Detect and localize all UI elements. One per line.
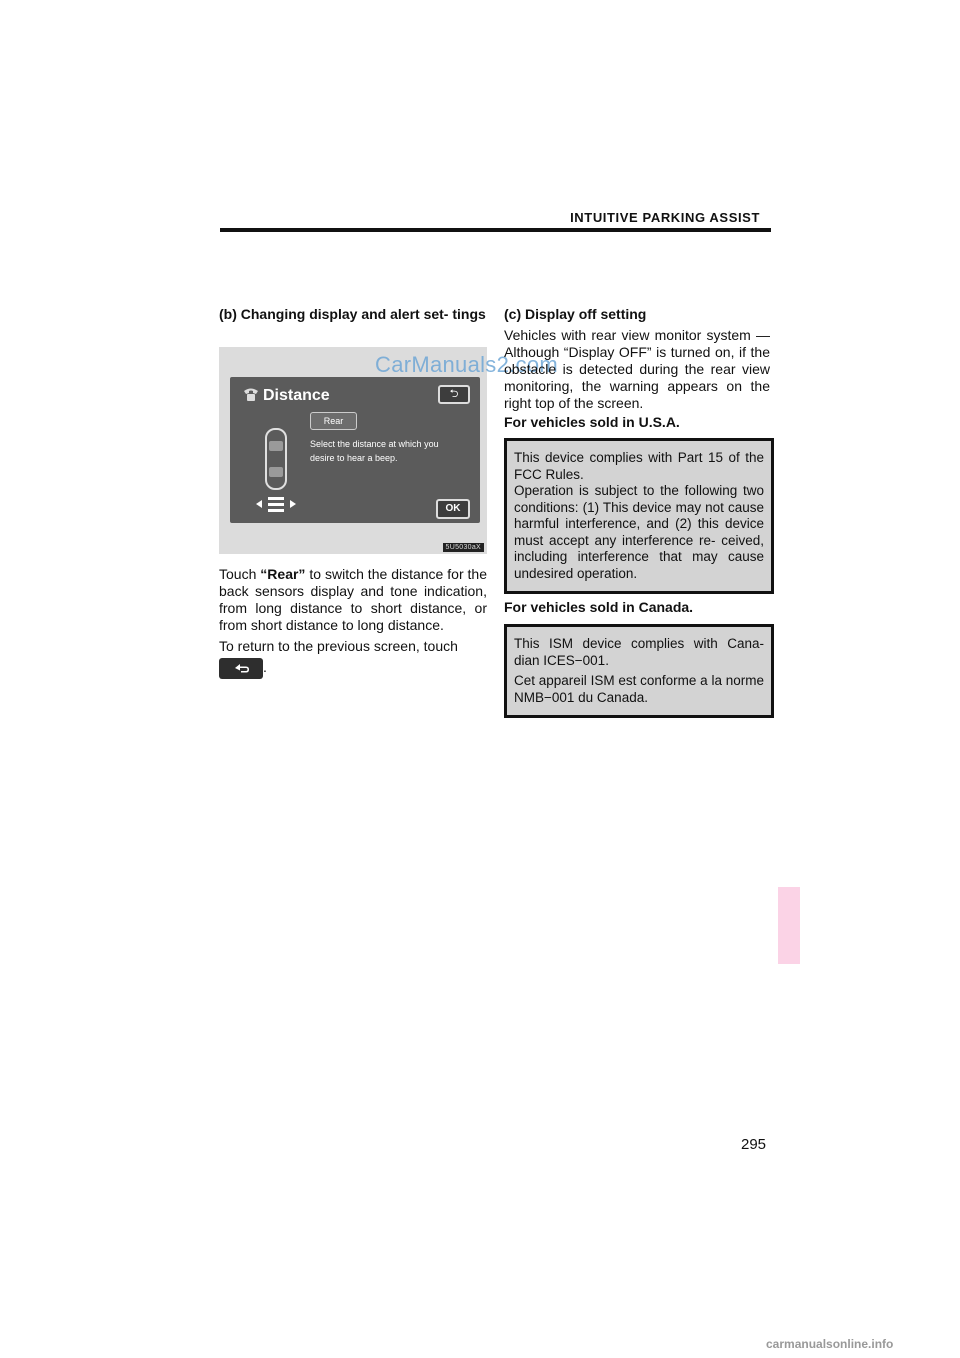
- canada-heading: For vehicles sold in Canada.: [504, 599, 694, 615]
- ok-button[interactable]: OK: [436, 499, 470, 519]
- return-arrow-icon: ⮌: [449, 388, 459, 400]
- section-tab-marker: [778, 887, 800, 964]
- watermark: CarManuals2.com: [375, 352, 559, 377]
- usa-notice-line-1: This device complies with Part 15 of the FCC Rules.: [514, 450, 764, 482]
- instruction-text: Select the distance at which you desire to hear a beep.: [310, 439, 439, 463]
- return-text: To return to the previous screen, touch: [219, 638, 458, 654]
- para1-rest: to switch the distance for the back sensors display and tone indication, from long distance to short distance, or from short distance to long distance.: [219, 566, 487, 633]
- usa-notice-line-2: Operation is subject to the following two conditions: (1) This device may not cause harmful interference, and (2) this device must accept any interference re- ceived, including interference that may cause undesired operation.: [514, 483, 764, 581]
- section-title: INTUITIVE PARKING ASSIST: [570, 210, 760, 225]
- image-code: 5U5030aX: [443, 543, 484, 552]
- distance-screen-figure: [219, 347, 487, 554]
- page-number: 295: [741, 1136, 767, 1153]
- return-arrow-icon: [219, 658, 263, 679]
- return-paragraph: [219, 636, 487, 679]
- subheading-c: (c) Display off setting: [504, 306, 647, 322]
- canada-notice-line-2: Cet appareil ISM est conforme a la norme NMB−001 du Canada.: [514, 673, 764, 705]
- screen-back-button[interactable]: [438, 385, 470, 404]
- rear-paragraph: [219, 566, 487, 634]
- display-off-intro: Vehicles with rear view monitor system — Although “Display OFF” is turned on, if the obstacle is detected during the rear view monitoring, the warning appears on the right top of the screen.: [504, 327, 770, 411]
- screen-title-text: Distance: [263, 387, 330, 404]
- rear-button[interactable]: Rear: [310, 412, 357, 430]
- inline-back-button: [219, 658, 263, 679]
- phone-icon: [242, 385, 260, 403]
- rear-keyword: “Rear”: [260, 566, 306, 582]
- usa-fcc-notice: [504, 438, 774, 594]
- canada-ices-notice: [504, 624, 774, 718]
- para1-prefix: Touch: [219, 566, 261, 582]
- return-period: .: [263, 659, 267, 675]
- screen-display: [230, 377, 480, 523]
- usa-heading: For vehicles sold in U.S.A.: [504, 414, 680, 430]
- header-rule: [220, 228, 771, 232]
- car-top-view-icon: [252, 427, 300, 519]
- canada-notice-line-1: This ISM device complies with Cana- dian ICES−001.: [514, 636, 764, 668]
- subheading-b: (b) Changing display and alert set- tings: [219, 306, 486, 322]
- screen-title: [242, 385, 330, 405]
- footer-watermark: carmanualsonline.info: [766, 1337, 894, 1351]
